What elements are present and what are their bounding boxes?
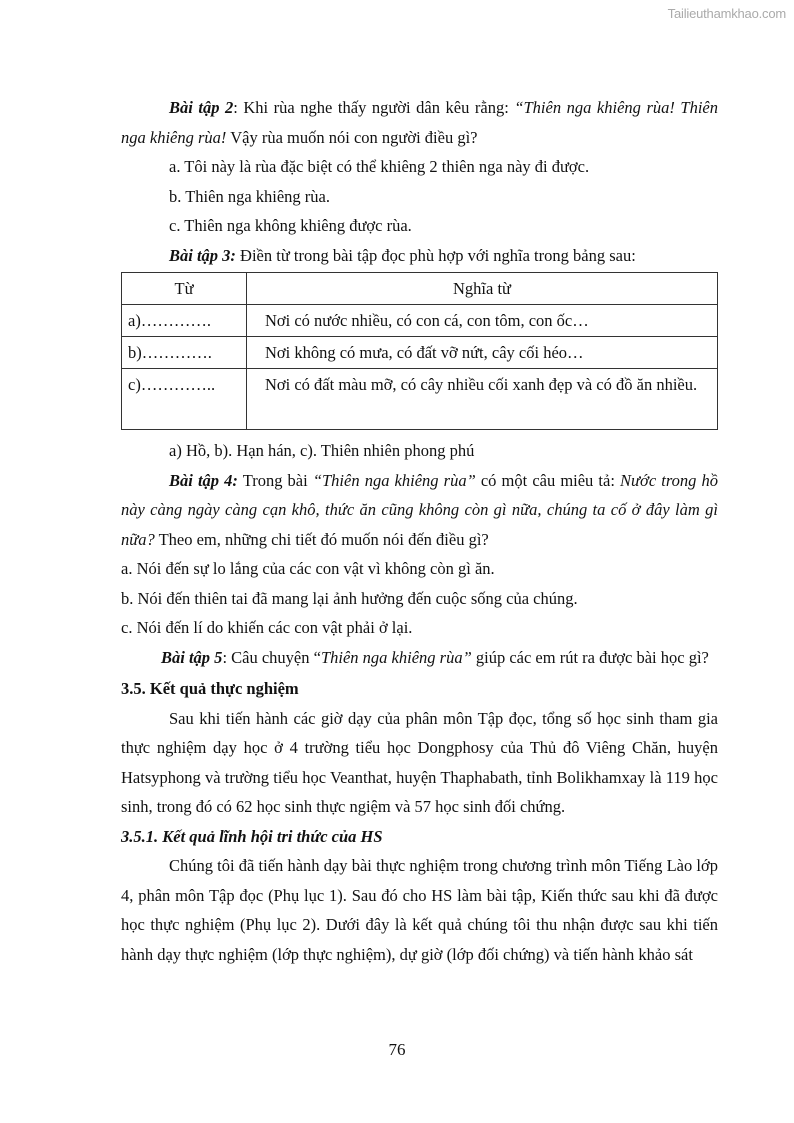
page-number: 76 (388, 1040, 406, 1059)
table-header-row (122, 273, 718, 305)
section-heading-3-5-1: 3.5.1. Kết quả lĩnh hội tri thức của HS (121, 826, 383, 846)
exercise-2-quote: “Thiên nga khiêng rùa! Thiên nga khiêng rùa! (121, 98, 718, 147)
exercise-4-option-a: a. Nói đến sự lo lắng của các con vật vì không còn gì ăn. (121, 559, 495, 578)
exercise-4-quote: Nước trong hồ này càng ngày càng cạn khô, thức ăn cũng không còn gì nữa, chúng ta cố ở đây làm gì nữa? (121, 470, 719, 549)
table-row (122, 305, 718, 337)
exercise-4-option-c: c. Nói đến lí do khiến các con vật phải ở lại. (121, 618, 413, 637)
section-heading-3-5: 3.5. Kết quả thực nghiệm (121, 679, 299, 698)
vocabulary-table (121, 272, 718, 430)
exercise-2-label: Bài tập 2 (169, 98, 234, 117)
exercise-4-label: Bài tập 4: (169, 470, 238, 490)
exercise-4-option-b: b. Nói đến thiên tai đã mang lại ảnh hưởng đến cuộc sống của chúng. (121, 588, 578, 608)
section-3-5-paragraph: Sau khi tiến hành các giờ dạy của phân môn Tập đọc, tổng số học sinh tham gia thực nghiệm dạy học ở 4 trường tiểu học Dongphosy của Thủ đô Viêng Chăn, huyện Hatsyphong và trường tiểu học Veanthat, huyện Thaphabath, tỉnh Bolikhamxay là 119 học sinh, trong đó có 62 học sinh thực ngiệm và 57 học sinh đối chứng. (121, 708, 718, 816)
exercise-5-label: Bài tập 5 (161, 647, 223, 667)
table-header-meaning: Nghĩa từ (247, 273, 718, 305)
section-3-5-1-paragraph: Chúng tôi đã tiến hành dạy bài thực nghiệm trong chương trình môn Tiếng Lào lớp 4, phân môn Tập đọc (Phụ lục 1). Sau đó cho HS làm bài tập, Kiến thức sau khi đã được học thực nghiệm (Phụ lục 2). Dưới đây là kết quả chúng tôi thu nhận được sau khi tiến hành dạy thực nghiệm (lớp thực nghiệm), dự giờ (lớp đối chứng) và tiến hành khảo sát (121, 856, 718, 964)
table-cell-word: c)………….. (122, 369, 247, 430)
exercise-3-prompt: Bài tập 3: Điền từ trong bài tập đọc phù hợp với nghĩa trong bảng sau: (169, 245, 636, 265)
table-row (122, 337, 718, 369)
table-cell-word: a)…………. (122, 305, 247, 337)
exercise-2-option-a: a. Tôi này là rùa đặc biệt có thể khiêng 2 thiên nga này đi được. (169, 157, 590, 176)
exercise-4-prompt: Bài tập 4: Trong bài “Thiên nga khiêng rùa” có một câu miêu tả: Nước trong hồ này càng ngày càng cạn khô, thức ăn cũng không còn gì nữa, chúng ta cố ở đây làm gì nữa? Theo em, những chi tiết đó muốn nói đến điều gì? (121, 470, 719, 549)
table-row (122, 369, 718, 430)
exercise-3-answer: a) Hồ, b). Hạn hán, c). Thiên nhiên phong phú (169, 441, 475, 460)
exercise-2-option-c: c. Thiên nga không khiêng được rùa. (169, 216, 412, 235)
exercise-3-label: Bài tập 3: (169, 245, 236, 265)
table-cell-word: b)…………. (122, 337, 247, 369)
exercise-2-prompt: Bài tập 2: Khi rùa nghe thấy người dân kêu rằng: “Thiên nga khiêng rùa! Thiên nga khiêng rùa! Vậy rùa muốn nói con người điều gì? (121, 98, 718, 147)
table-cell-meaning: Nơi không có mưa, có đất vỡ nứt, cây cối héo… (247, 337, 718, 369)
story-title: “Thiên nga khiêng rùa” (312, 470, 476, 490)
table-cell-meaning: Nơi có nước nhiều, có con cá, con tôm, con ốc… (247, 305, 718, 337)
watermark: Tailieuthamkhao.com (667, 6, 786, 21)
exercise-5-prompt: Bài tập 5: Câu chuyện “Thiên nga khiêng rùa” giúp các em rút ra được bài học gì? (161, 647, 709, 667)
story-title: Thiên nga khiêng rùa” (320, 647, 472, 667)
table-cell-meaning: Nơi có đất màu mỡ, có cây nhiều cối xanh đẹp và có đồ ăn nhiều. (247, 369, 718, 430)
page-body (121, 93, 718, 969)
table-header-word: Từ (122, 273, 247, 305)
exercise-2-option-b: b. Thiên nga khiêng rùa. (169, 186, 330, 206)
